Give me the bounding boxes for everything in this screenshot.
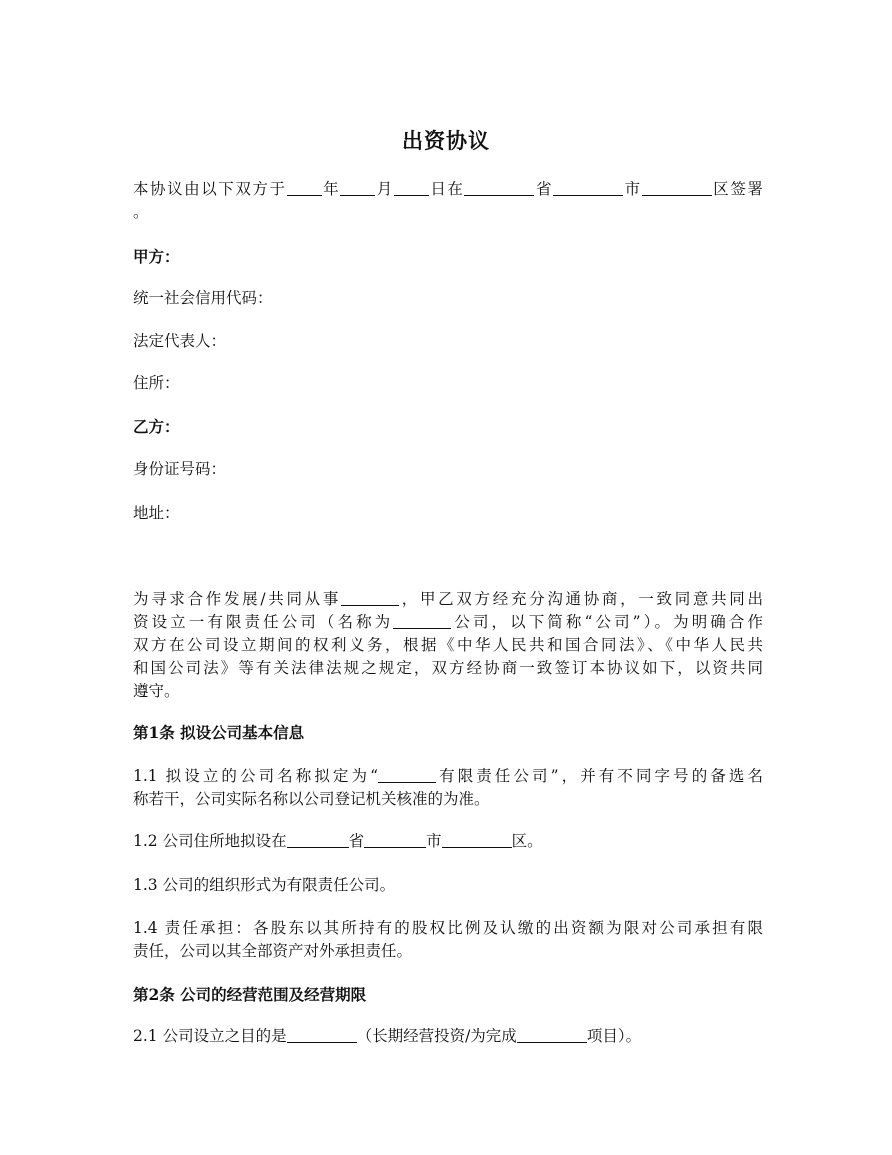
day-blank[interactable]: [394, 179, 429, 196]
clause-1-4: [133, 917, 763, 963]
purpose-blank[interactable]: [287, 1026, 357, 1043]
reg-city-blank[interactable]: [364, 831, 426, 848]
clause-1-4-b: 责任，公司以其全部资产对外承担责任。: [133, 942, 413, 960]
clause-1-2-d: 区。: [511, 832, 543, 850]
intro-text-6: 市: [623, 180, 642, 198]
year-blank[interactable]: [287, 179, 322, 196]
business-blank[interactable]: [341, 589, 399, 606]
intro-text-3: 月: [375, 180, 394, 198]
party-a-credit-code: 统一社会信用代码：: [133, 289, 273, 307]
clause-2-1-a: 2.1 公司设立之目的是: [133, 1027, 287, 1045]
clause-1-4-a: 1.4 责任承担：各股东以其所持有的股权比例及认缴的出资额为限对公司承担有限: [133, 919, 763, 937]
article-2-heading: 第2条 公司的经营范围及经营期限: [133, 985, 367, 1004]
intro-text-7: 区签署: [711, 180, 763, 198]
article-1-heading: 第1条 拟设公司基本信息: [133, 723, 305, 742]
intro-text-2: 年: [321, 180, 341, 198]
clause-2-1: [133, 1025, 763, 1048]
clause-1-2-b: 省: [348, 832, 365, 850]
preamble-l1b: ，甲乙双方经充分沟通协商，一致同意共同出: [399, 590, 763, 608]
clause-1-1-c: 称若干，公司实际名称以公司登记机关核准的为准。: [133, 790, 490, 808]
preamble-l3: 双方在公司设立期间的权利义务，根据《中华人民共和国合同法》、《中华人民共: [133, 636, 763, 654]
intro-paragraph: [133, 178, 763, 224]
preamble-l5: 遵守。: [133, 682, 180, 700]
party-b-address: 地址：: [133, 504, 180, 522]
intro-text-8: 。: [133, 203, 149, 221]
party-a-address: 住所：: [133, 374, 180, 392]
clause-2-1-b: （长期经营投资/为完成: [356, 1027, 517, 1045]
party-a-heading: 甲方：: [133, 247, 180, 266]
party-a-legal-rep: 法定代表人：: [133, 332, 227, 350]
clause-1-1: [133, 765, 763, 811]
preamble-l1a: 为寻求合作发展/共同从事: [133, 590, 342, 608]
reg-province-blank[interactable]: [287, 831, 349, 848]
clause-1-3: 1.3 公司的组织形式为有限责任公司。: [133, 876, 396, 894]
intro-text-5: 省: [534, 180, 554, 198]
clause-2-1-c: 项目）。: [586, 1027, 642, 1045]
clause-1-2-a: 1.2 公司住所地拟设在: [133, 832, 287, 850]
district-blank[interactable]: [642, 179, 712, 196]
company-name-blank[interactable]: [393, 612, 451, 629]
document-title: 出资协议: [402, 128, 490, 153]
party-b-heading: 乙方：: [133, 417, 180, 436]
clause-1-2: [133, 830, 763, 853]
preamble-l2b: 公司，以下简称“公司”）。为明确合作: [451, 613, 763, 631]
preamble-l4: 和国公司法》等有关法律法规之规定，双方经协商一致签订本协议如下，以资共同: [133, 659, 763, 677]
project-blank[interactable]: [517, 1026, 587, 1043]
clause-1-1-b: 有限责任公司”，并有不同字号的备选名: [436, 767, 763, 785]
province-blank[interactable]: [464, 179, 534, 196]
city-blank[interactable]: [553, 179, 623, 196]
month-blank[interactable]: [340, 179, 375, 196]
clause-1-2-c: 市: [426, 832, 442, 850]
intro-text-1: 本协议由以下双方于: [133, 180, 287, 198]
preamble-l2a: 资设立一有限责任公司（名称为: [133, 613, 394, 631]
company-name-blank-2[interactable]: [378, 766, 436, 783]
preamble-paragraph: [133, 588, 763, 703]
intro-text-4: 日在: [428, 180, 465, 198]
clause-1-1-a: 1.1 拟设立的公司名称拟定为“: [133, 767, 379, 785]
party-b-id-number: 身份证号码：: [133, 460, 227, 478]
reg-district-blank[interactable]: [442, 831, 512, 848]
